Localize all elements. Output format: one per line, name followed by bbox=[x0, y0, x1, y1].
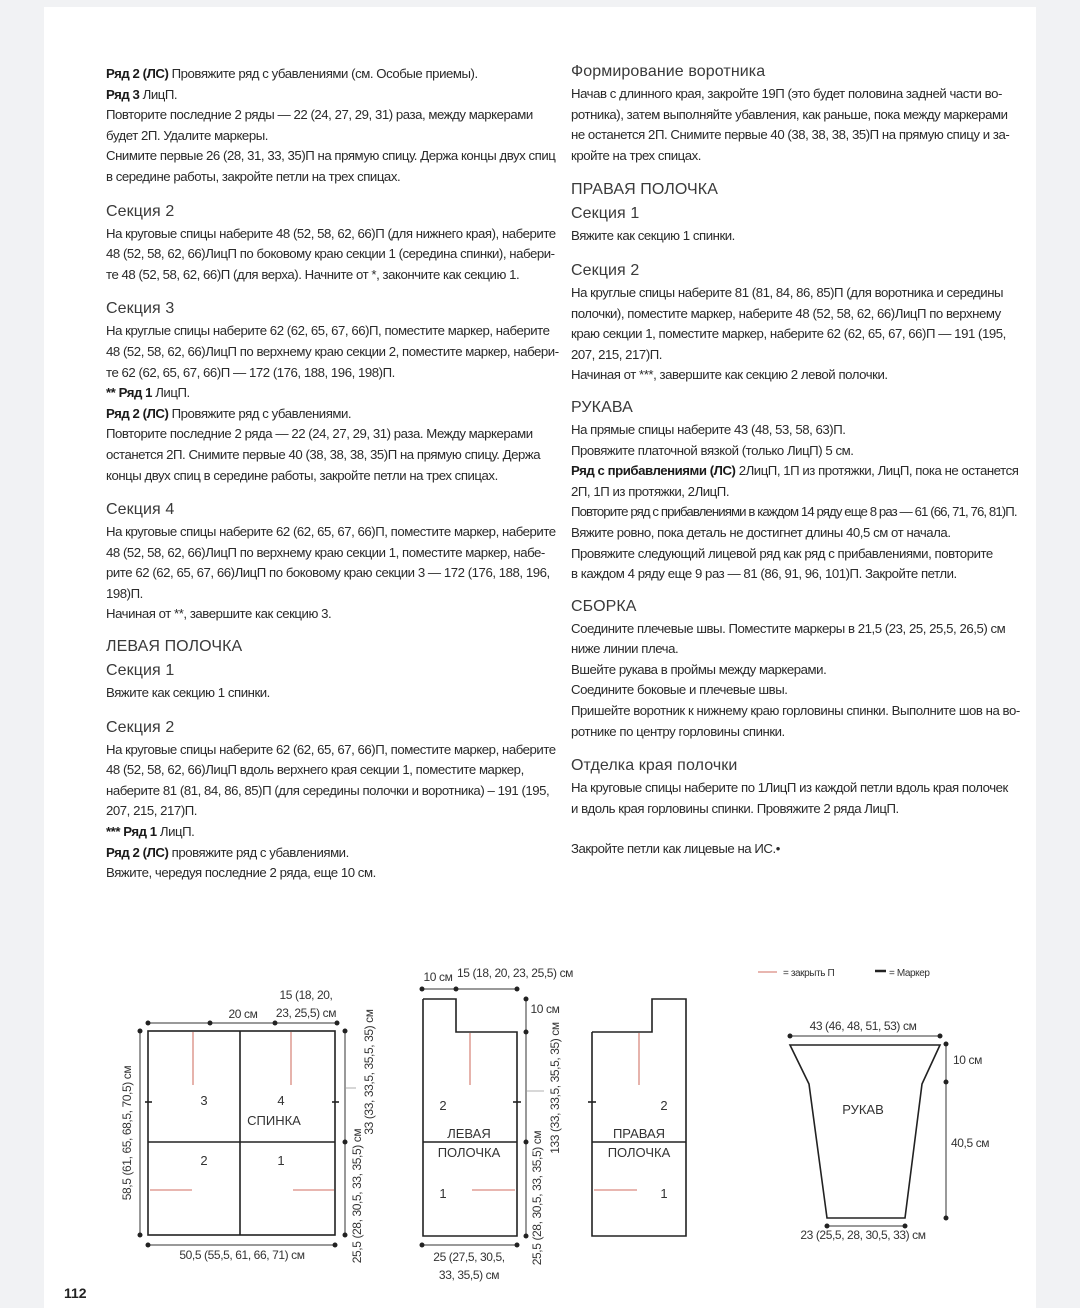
svg-text:1: 1 bbox=[439, 1186, 447, 1201]
svg-text:10 см: 10 см bbox=[953, 1053, 982, 1067]
instruction-line: те 48 (52, 58, 62, 66)П (для верха). Начните от *, закончите как секцию 1. bbox=[106, 266, 520, 282]
instruction-line: Снимите первые 26 (28, 31, 33, 35)П на прямую спицу. Держа концы двух спиц bbox=[106, 148, 556, 164]
instruction-line: не останется 2П. Снимите первые 40 (38, 38, 38, 35)П на прямую спицу и за- bbox=[571, 127, 1010, 143]
instruction-line: Закройте петли как лицевые на ИС.• bbox=[571, 841, 780, 857]
svg-text:СПИНКА: СПИНКА bbox=[247, 1113, 301, 1128]
svg-text:2: 2 bbox=[439, 1098, 447, 1113]
instruction-line: На круглые спицы наберите 62 (62, 65, 67, 66)П, поместите маркер, наберите bbox=[106, 323, 550, 339]
svg-text:3: 3 bbox=[200, 1093, 208, 1108]
svg-text:ЛЕВАЯ: ЛЕВАЯ bbox=[447, 1126, 491, 1141]
collar-heading: Формирование воротника bbox=[571, 63, 766, 80]
svg-text:= Маркер: = Маркер bbox=[889, 968, 930, 979]
instruction-line: На прямые спицы наберите 43 (48, 53, 58, 63)П. bbox=[571, 421, 846, 437]
instruction-line: ротнике по центру горловины спинки. bbox=[571, 723, 785, 739]
instruction-line: На круговые спицы наберите 62 (62, 65, 67, 66)П, поместите маркер, наберите bbox=[106, 741, 556, 757]
svg-text:РУКАВ: РУКАВ bbox=[842, 1102, 884, 1117]
legend bbox=[758, 968, 930, 979]
instruction-line: Повторите последние 2 ряды — 22 (24, 27, 29, 31) раза, между маркерами bbox=[106, 107, 533, 123]
instruction-line: полочки), поместите маркер, наберите 48 (52, 58, 62, 66)ЛицП по верхнему bbox=[571, 305, 1001, 321]
right-front-schematic bbox=[588, 999, 686, 1236]
instruction-line: Вяжите как секцию 1 спинки. bbox=[571, 228, 735, 244]
instruction-line: будет 2П. Удалите маркеры. bbox=[106, 127, 268, 143]
instruction-line: Вяжите как секцию 1 спинки. bbox=[106, 685, 270, 701]
instruction-line: и вдоль края горловины спинки. Провяжите 2 ряда ЛицП. bbox=[571, 800, 899, 816]
svg-text:133 (33, 33,5, 35,5, 35) см: 133 (33, 33,5, 35,5, 35) см bbox=[548, 1022, 562, 1154]
instruction-line: Повторите ряд с прибавлениями в каждом 14 ряду еще 8 раз — 61 (66, 71, 76, 81)П. bbox=[571, 504, 1017, 520]
instruction-line: Ряд 2 (ЛС) провяжите ряд с убавлениями. bbox=[106, 844, 349, 860]
instruction-line: 48 (52, 58, 62, 66)ЛицП по верхнему краю секции 2, поместите маркер, набери- bbox=[106, 343, 559, 359]
instruction-line: Ряд 2 (ЛС) Провяжите ряд с убавлениями. bbox=[106, 405, 352, 421]
instruction-line: На круговые спицы наберите по 1ЛицП из каждой петли вдоль края полочек bbox=[571, 780, 1008, 796]
svg-text:43 (46, 48, 51, 53) см: 43 (46, 48, 51, 53) см bbox=[809, 1019, 917, 1033]
instruction-line: 207, 215, 217)П. bbox=[571, 346, 662, 362]
instruction-line: На круговые спицы наберите 48 (52, 58, 62, 66)П (для нижнего края), наберите bbox=[106, 225, 556, 241]
svg-text:4: 4 bbox=[277, 1093, 285, 1108]
instruction-line: Начав с длинного края, закройте 19П (это будет половина задней части во- bbox=[571, 86, 1002, 101]
right-front-heading: ПРАВАЯ ПОЛОЧКА bbox=[571, 181, 719, 199]
instruction-line: кройте на трех спицах. bbox=[571, 147, 701, 163]
instruction-line: 48 (52, 58, 62, 66)ЛицП по верхнему краю секции 1, поместите маркер, набе- bbox=[106, 544, 545, 560]
instruction-line: ротника), затем выполняйте убавления, как раньше, пока между маркерами bbox=[571, 106, 1008, 122]
instruction-line: Ряд с прибавлениями (ЛС) 2ЛицП, 1П из протяжки, ЛицП, пока не останется bbox=[571, 463, 1019, 479]
instruction-line: рите 62 (62, 65, 67, 66)ЛицП по боковому краю секции 3 — 172 (176, 188, 196, bbox=[106, 565, 550, 581]
section-2-heading: Секция 2 bbox=[106, 202, 175, 220]
left-front-heading: ЛЕВАЯ ПОЛОЧКА bbox=[106, 638, 243, 656]
edging-heading: Отделка края полочки bbox=[571, 757, 738, 775]
svg-text:20 см: 20 см bbox=[228, 1007, 258, 1021]
instruction-line: ниже линии плеча. bbox=[571, 641, 679, 657]
instruction-line: в середине работы, закройте петли на трех спицах. bbox=[106, 168, 401, 184]
instruction-line: 48 (52, 58, 62, 66)ЛицП по боковому краю секции 1 (середина спинки), набери- bbox=[106, 246, 555, 262]
instruction-line: Вяжите ровно, пока деталь не достигнет длины 40,5 см от начала. bbox=[571, 524, 951, 540]
right-front-section-1-heading: Секция 1 bbox=[571, 205, 640, 223]
section-3-heading: Секция 3 bbox=[106, 300, 175, 318]
left-front-section-1-heading: Секция 1 bbox=[106, 662, 175, 680]
svg-text:33, 35,5) см: 33, 35,5) см bbox=[438, 1268, 500, 1282]
instruction-line: останется 2П. Снимите первые 40 (38, 38, 38, 35)П на прямую спицу. Держа bbox=[106, 446, 541, 462]
assembly-heading: СБОРКА bbox=[571, 597, 637, 615]
svg-text:1: 1 bbox=[660, 1186, 668, 1201]
svg-text:ПРАВАЯ: ПРАВАЯ bbox=[612, 1126, 666, 1141]
instruction-line: краю секции 1, поместите маркер, наберите 62 (62, 65, 67, 66)П — 191 (195, bbox=[571, 326, 1006, 342]
instruction-line: Вшейте рукава в проймы между маркерами. bbox=[571, 661, 827, 677]
instruction-line: в каждом 4 ряду еще 9 раз — 81 (86, 91, 96, 101)П. Закройте петли. bbox=[571, 566, 957, 582]
svg-text:ПОЛОЧКА: ПОЛОЧКА bbox=[437, 1145, 501, 1160]
svg-text:33 (33, 33,5, 35,5, 35) см: 33 (33, 33,5, 35,5, 35) см bbox=[362, 1009, 376, 1135]
instruction-line: Повторите последние 2 ряда — 22 (24, 27, 29, 31) раза. Между маркерами bbox=[106, 426, 533, 442]
svg-text:23, 25,5) см: 23, 25,5) см bbox=[275, 1006, 337, 1020]
right-front-section-2-heading: Секция 2 bbox=[571, 261, 640, 279]
instruction-line: *** Ряд 1 ЛицП. bbox=[106, 824, 195, 840]
instruction-line: ** Ряд 1 ЛицП. bbox=[106, 385, 190, 401]
instruction-line: Провяжите платочной вязкой (только ЛицП) 5 см. bbox=[571, 442, 854, 458]
instruction-line: Соедините плечевые швы. Поместите маркеры в 21,5 (23, 25, 25,5, 26,5) см bbox=[571, 620, 1006, 636]
instruction-line: Начиная от **, завершите как секцию 3. bbox=[106, 606, 332, 622]
svg-text:50,5 (55,5, 61, 66, 71) см: 50,5 (55,5, 61, 66, 71) см bbox=[179, 1248, 305, 1262]
instruction-line: Ряд 2 (ЛС) Провяжите ряд с убавлениями (см. Особые приемы). bbox=[106, 66, 478, 81]
svg-text:23 (25,5, 28, 30,5, 33) см: 23 (25,5, 28, 30,5, 33) см bbox=[800, 1228, 926, 1242]
svg-text:2: 2 bbox=[200, 1153, 208, 1168]
instruction-line: 207, 215, 217)П. bbox=[106, 803, 197, 819]
svg-text:15 (18, 20, 23, 25,5) см: 15 (18, 20, 23, 25,5) см bbox=[456, 966, 574, 980]
svg-text:25 (27,5, 30,5,: 25 (27,5, 30,5, bbox=[433, 1250, 505, 1264]
left-front-section-2-heading: Секция 2 bbox=[106, 718, 175, 736]
svg-text:25,5 (28, 30,5, 33, 35,5) см: 25,5 (28, 30,5, 33, 35,5) см bbox=[350, 1128, 364, 1264]
svg-text:25,5 (28, 30,5, 33, 35,5) см: 25,5 (28, 30,5, 33, 35,5) см bbox=[530, 1130, 544, 1266]
instruction-line: Ряд 3 ЛицП. bbox=[106, 86, 178, 102]
instruction-line: На круглые спицы наберите 81 (81, 84, 86, 85)П (для воротника и середины bbox=[571, 284, 1004, 300]
svg-text:15 (18, 20,: 15 (18, 20, bbox=[279, 988, 333, 1002]
instruction-line: Начиная от ***, завершите как секцию 2 левой полочки. bbox=[571, 367, 888, 383]
svg-text:10 см: 10 см bbox=[530, 1002, 560, 1016]
instruction-line: 48 (52, 58, 62, 66)ЛицП вдоль верхнего края секции 1, поместите маркер, bbox=[106, 762, 524, 778]
instruction-line: 198)П. bbox=[106, 585, 143, 601]
page-number: 112 bbox=[64, 1285, 87, 1301]
svg-text:1: 1 bbox=[277, 1153, 285, 1168]
instruction-line: Провяжите следующий лицевой ряд как ряд с прибавлениями, повторите bbox=[571, 545, 993, 561]
instruction-line: Соедините боковые и плечевые швы. bbox=[571, 682, 788, 698]
svg-text:58,5 (61, 65, 68,5, 70,5) см: 58,5 (61, 65, 68,5, 70,5) см bbox=[120, 1065, 134, 1201]
instruction-line: На круговые спицы наберите 62 (62, 65, 67, 66)П, поместите маркер, наберите bbox=[106, 524, 556, 540]
sleeve-schematic bbox=[788, 1019, 990, 1242]
svg-text:10 см: 10 см bbox=[423, 970, 453, 984]
instruction-line: наберите 81 (81, 84, 86, 85)П (для середины полочки и воротника) – 191 (195, bbox=[106, 782, 550, 798]
instruction-line: Вяжите, чередуя последние 2 ряда, еще 10 см. bbox=[106, 865, 376, 881]
instruction-line: те 62 (62, 65, 67, 66)П — 172 (176, 188, 196, 198)П. bbox=[106, 364, 395, 380]
svg-text:40,5 см: 40,5 см bbox=[951, 1136, 990, 1150]
back-schematic bbox=[120, 988, 376, 1263]
left-front-schematic bbox=[420, 966, 574, 1282]
sleeves-heading: РУКАВА bbox=[571, 398, 633, 416]
svg-text:2: 2 bbox=[660, 1098, 668, 1113]
svg-text:ПОЛОЧКА: ПОЛОЧКА bbox=[607, 1145, 671, 1160]
svg-text:= закрыть П: = закрыть П bbox=[783, 968, 835, 979]
instruction-line: Пришейте воротник к нижнему краю горловины спинки. Выполните шов на во- bbox=[571, 703, 1020, 719]
section-4-heading: Секция 4 bbox=[106, 501, 175, 519]
instruction-line: концы двух спиц в середине работы, закройте петли на трех спицах. bbox=[106, 467, 498, 483]
instruction-line: 2П, 1П из протяжки, 2ЛицП. bbox=[571, 483, 730, 499]
